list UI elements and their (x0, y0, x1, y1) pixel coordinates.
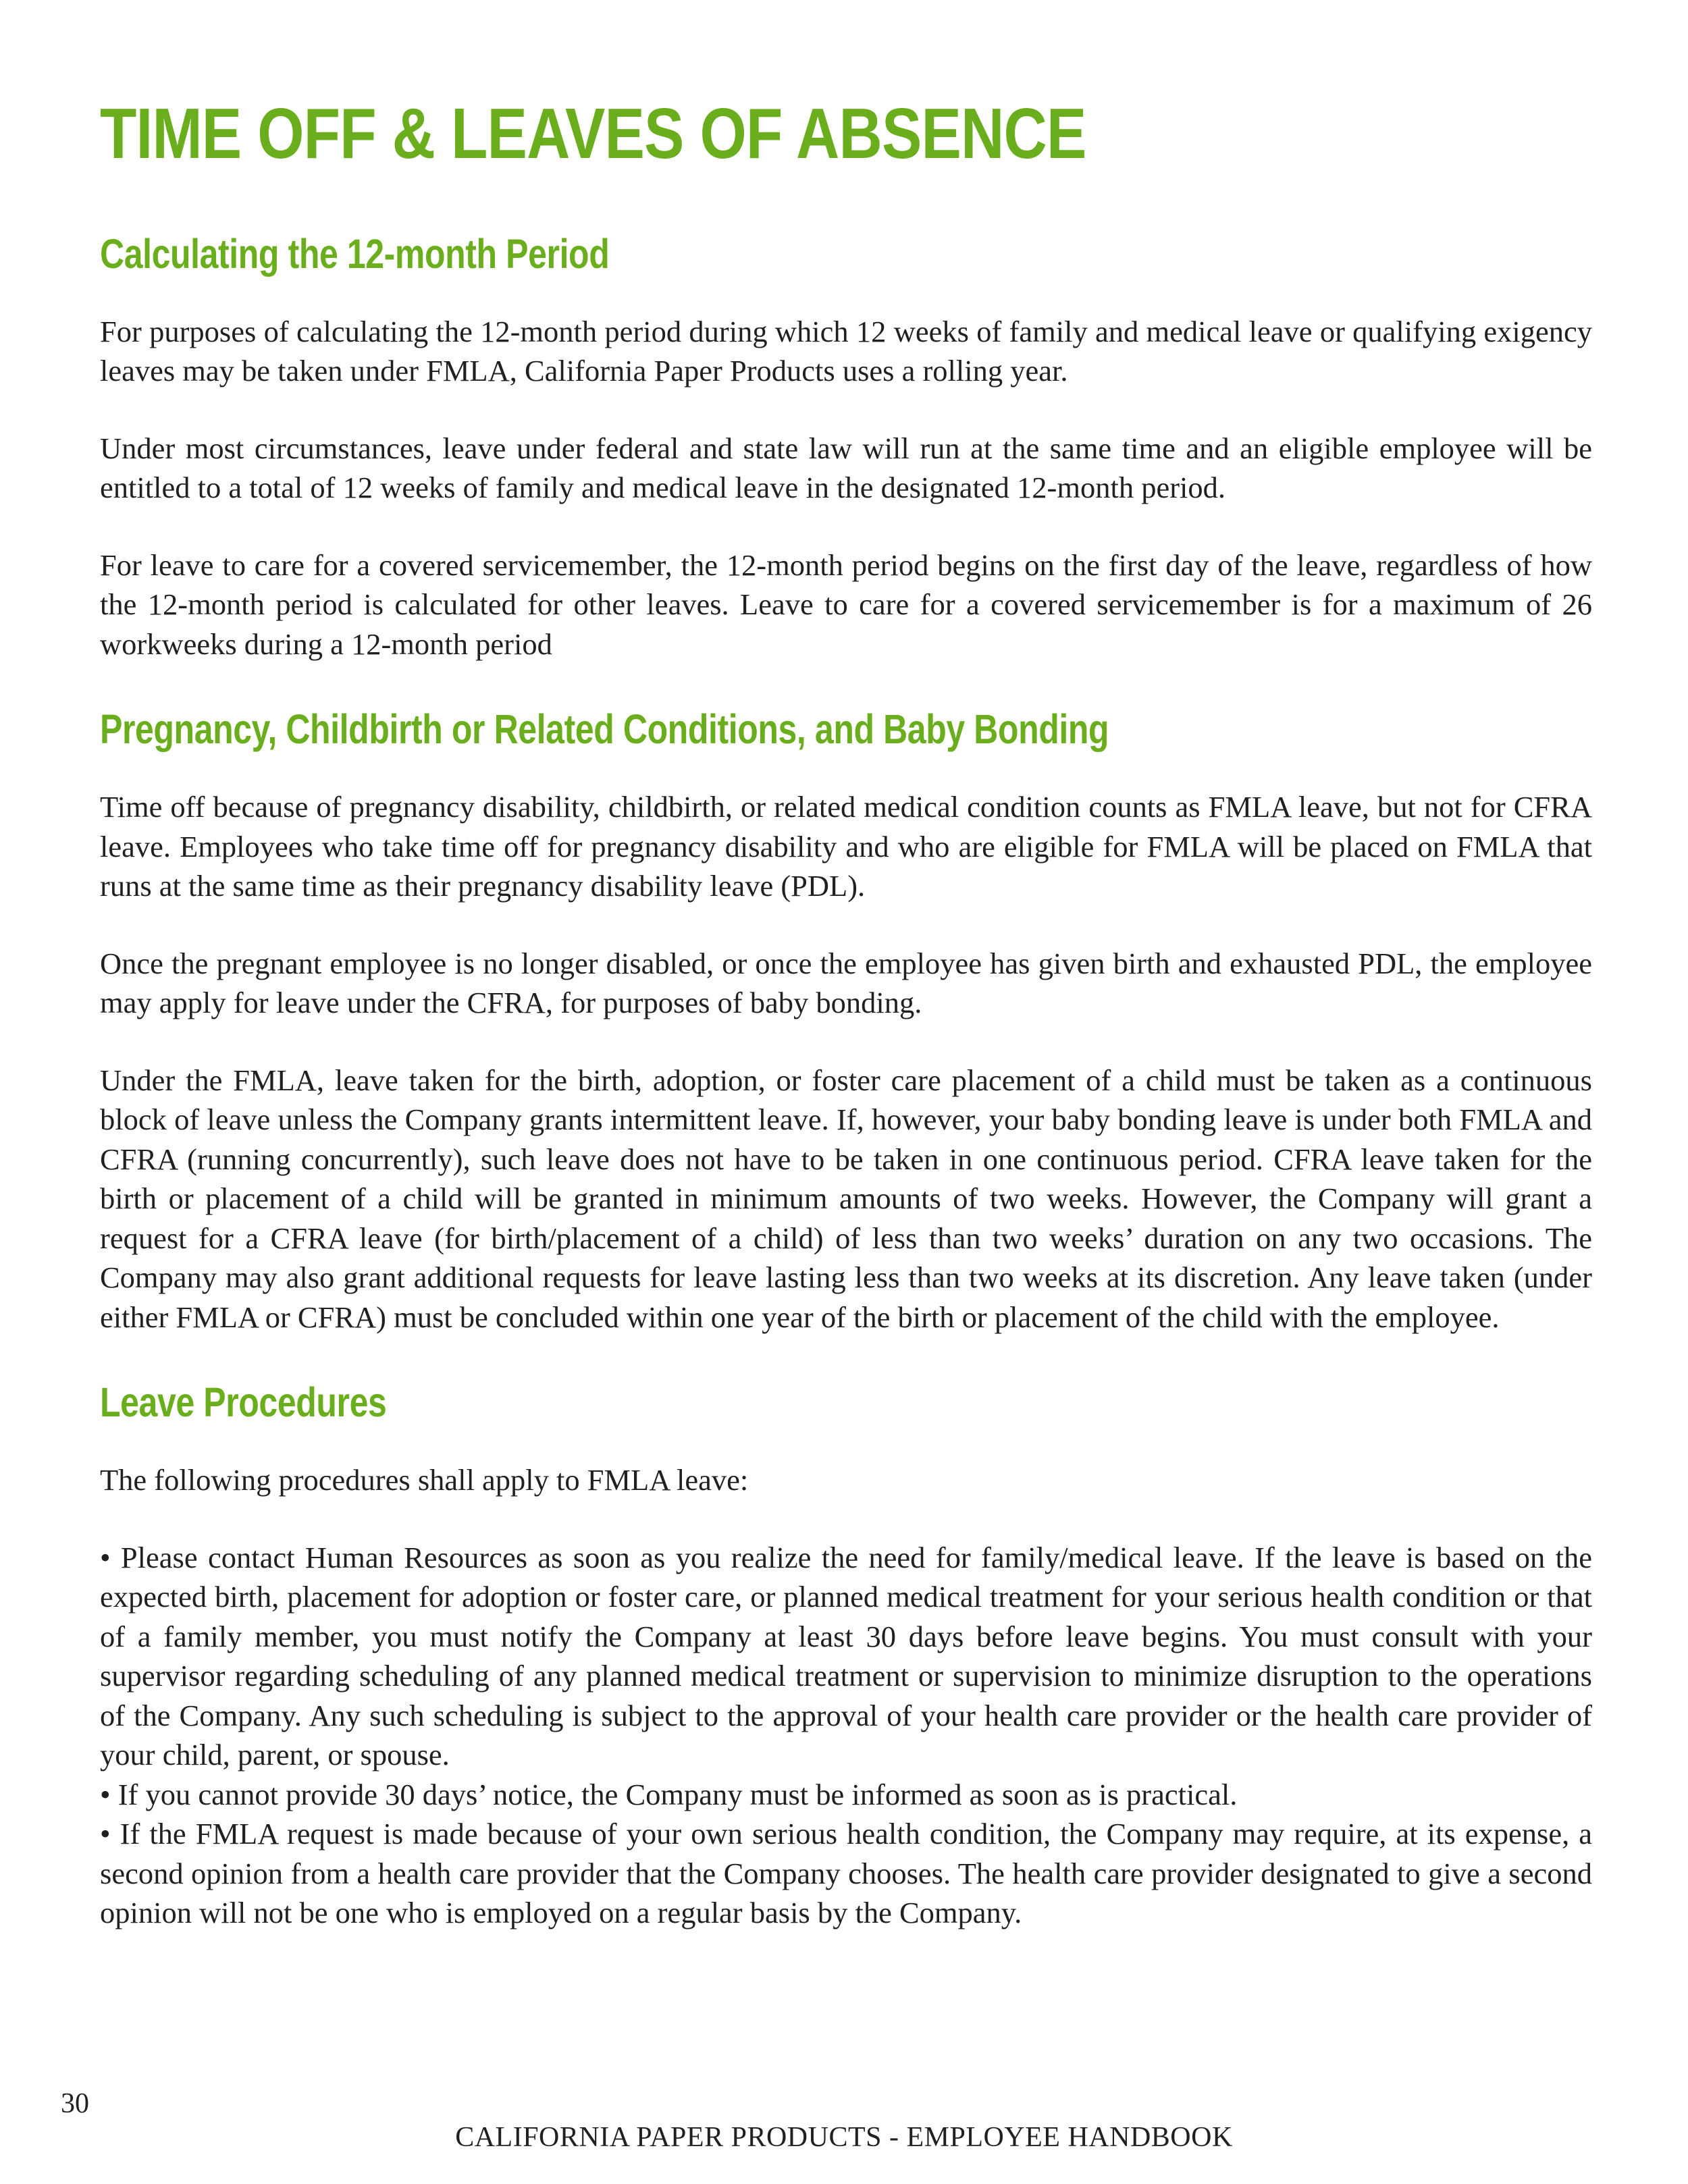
section-heading: Leave Procedures (100, 1379, 387, 1426)
section-pregnancy-childbirth (100, 707, 1592, 1337)
section-leave-procedures (100, 1380, 1592, 1933)
paragraph: Time off because of pregnancy disability, childbirth, or related medical condition counts as FMLA leave, but not for CFRA leave. Employees who take time off for pregnancy disability and who are eligible for FMLA will be placed on FMLA that runs at the same time as their pregnancy disability leave (PDL). (100, 790, 1592, 903)
paragraph: For leave to care for a covered servicemember, the 12-month period begins on the first day of the leave, regardless of how the 12-month period is calculated for other leaves. Leave to care for a covered servicemember is for a maximum of 26 workweeks during a 12-month period (100, 548, 1592, 661)
paragraph: Under most circumstances, leave under federal and state law will run at the same time and an eligible employee will be entitled to a total of 12 weeks of family and medical leave in the designated 12-month period. (100, 431, 1592, 505)
page-number: 30 (61, 2088, 89, 2119)
paragraph: Once the pregnant employee is no longer disabled, or once the employee has given birth and exhausted PDL, the employee may apply for leave under the CFRA, for purposes of baby bonding. (100, 946, 1592, 1020)
page-footer: CALIFORNIA PAPER PRODUCTS - EMPLOYEE HANDBOOK (455, 2122, 1233, 2153)
page-content (100, 95, 1592, 1933)
list-item: • Please contact Human Resources as soon as you realize the need for family/medical leave. If the leave is based on the expected birth, placement for adoption or foster care, or planned medical treatment for your serious health condition or that of a family member, you must notify the Company at least 30 days before leave begins. You must consult with your supervisor regarding scheduling of any planned medical treatment or supervision to minimize disruption to the operations of the Company. Any such scheduling is subject to the approval of your health care provider or the health care provider of your child, parent, or spouse. (100, 1540, 1592, 1772)
page-title: TIME OFF & LEAVES OF ABSENCE (100, 94, 1086, 174)
list-item: • If you cannot provide 30 days’ notice, the Company must be informed as soon as is practical. (100, 1777, 1238, 1811)
section-heading: Calculating the 12-month Period (100, 230, 610, 277)
paragraph: The following procedures shall apply to FMLA leave: (100, 1463, 749, 1497)
section-heading: Pregnancy, Childbirth or Related Conditions, and Baby Bonding (100, 706, 1109, 753)
section-calculating-period (100, 232, 1592, 664)
paragraph: Under the FMLA, leave taken for the birth, adoption, or foster care placement of a child must be taken as a continuous block of leave unless the Company grants intermittent leave. If, however, your baby bonding leave is under both FMLA and CFRA (running concurrently), such leave does not have to be taken in one continuous period. CFRA leave taken for the birth or placement of a child will be granted in minimum amounts of two weeks. However, the Company will grant a request for a CFRA leave (for birth/placement of a child) of less than two weeks’ duration on any two occasions. The Company may also grant additional requests for leave lasting less than two weeks at its discretion. Any leave taken (under either FMLA or CFRA) must be concluded within one year of the birth or placement of the child with the employee. (100, 1063, 1592, 1334)
paragraph: For purposes of calculating the 12-month period during which 12 weeks of family and medical leave or qualifying exigency leaves may be taken under FMLA, California Paper Products uses a rolling year. (100, 314, 1592, 388)
list-item: • If the FMLA request is made because of your own serious health condition, the Company may require, at its expense, a second opinion from a health care provider that the Company chooses. The health care provider designated to give a second opinion will not be one who is employed on a regular basis by the Company. (100, 1817, 1592, 1930)
